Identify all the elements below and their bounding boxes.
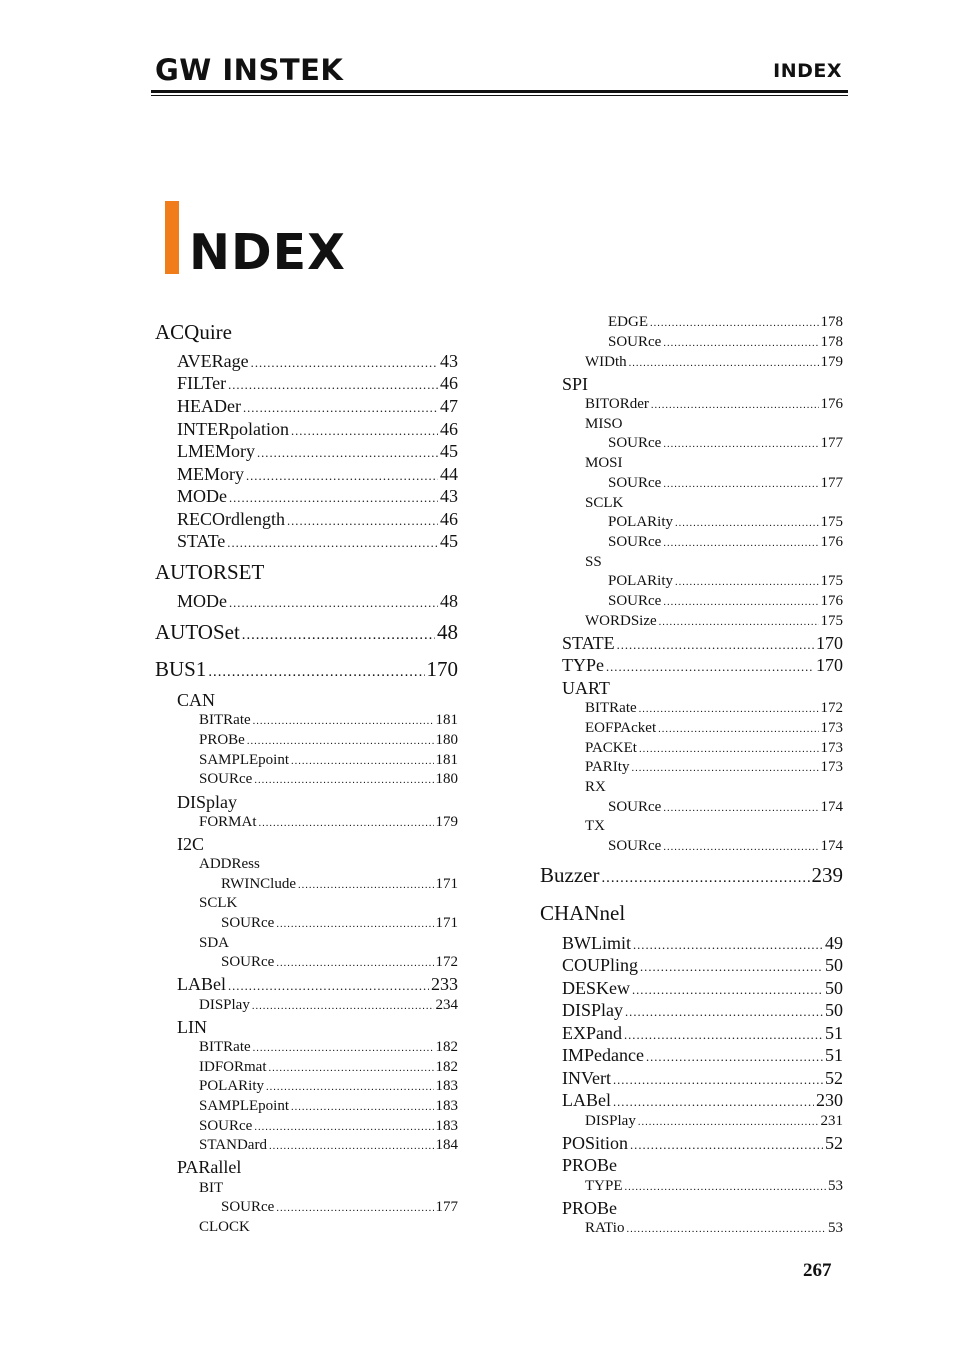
dot-leader [606,656,814,678]
index-entry-probe [199,731,458,751]
index-entry-source [221,914,458,934]
entry-page-number: 170 [816,633,843,653]
entry-page-number: 46 [440,509,458,529]
index-heading-probe: PROBe [562,1198,618,1218]
entry-page-number: 176 [820,396,843,412]
entry-page-number: 43 [440,486,458,506]
dot-leader [253,712,434,731]
index-entry-samplepoint [199,751,458,771]
index-entry-deskew [562,977,843,1001]
entry-page-number: 172 [820,700,843,716]
index-heading-channel: CHANnel [540,901,626,925]
index-heading-probe: PROBe [562,1155,618,1175]
index-entry-source [221,1198,458,1218]
entry-page-number: 48 [440,591,458,611]
index-heading-sclk: SCLK [199,895,238,911]
entry-term: BITORder [585,396,649,412]
dot-leader [291,752,433,771]
index-entry-wordsize [585,612,843,632]
index-entry-source [608,434,843,454]
entry-page-number: 52 [825,1068,843,1088]
dot-leader [663,838,818,857]
dot-leader [630,1134,823,1156]
index-heading-spi: SPI [562,374,589,394]
entry-page-number: 179 [435,814,458,830]
dot-leader [287,510,438,532]
entry-page-number: 51 [825,1045,843,1065]
index-entry-source [221,953,458,973]
index-entry-autoset [155,620,458,648]
index-entry-state [562,632,843,656]
gw-instek-logo: GW INSTEK [155,53,344,87]
entry-page-number: 179 [820,354,843,370]
entry-term: WORDSize [585,613,657,629]
entry-term: MODe [177,486,227,506]
index-entry-source [199,1117,458,1137]
entry-term: EOFPAcket [585,720,657,736]
entry-page-number: 174 [820,838,843,854]
entry-term: DISPlay [562,1000,624,1020]
entry-page-number: 52 [825,1133,843,1153]
dot-leader [246,465,438,487]
index-entry-invert [562,1067,843,1091]
entry-term: RECOrdlength [177,509,285,529]
index-heading-clock: CLOCK [199,1219,250,1235]
entry-term: IMPedance [562,1045,644,1065]
entry-page-number: 183 [435,1118,458,1134]
entry-page-number: 177 [435,1199,458,1215]
entry-page-number: 44 [440,464,458,484]
index-entry-mode [177,590,458,614]
index-heading-tx: TX [585,818,605,834]
entry-page-number: 46 [440,373,458,393]
index-entry-bus1 [155,657,458,685]
entry-page-number: 51 [825,1023,843,1043]
entry-term: POSition [562,1133,629,1153]
dot-leader [633,934,823,956]
index-heading-sda: SDA [199,935,230,951]
entry-page-number: 174 [820,799,843,815]
entry-page-number: 50 [825,978,843,998]
dot-leader [228,975,429,997]
entry-term: SOURce [608,838,662,854]
entry-page-number: 53 [828,1220,843,1236]
index-entry-source [608,592,843,612]
dot-leader [613,1069,823,1091]
entry-page-number: 183 [435,1098,458,1114]
index-entry-standard [199,1136,458,1156]
entry-term: PACKEt [585,740,637,756]
index-entry-source [608,474,843,494]
entry-page-number: 173 [820,759,843,775]
dot-leader [298,876,434,895]
entry-term: SOURce [608,593,662,609]
index-heading-parallel: PARallel [177,1157,242,1177]
index-heading-miso: MISO [585,416,623,432]
dot-leader [640,956,823,978]
entry-term: BITRate [199,1039,251,1055]
entry-term: SOURce [608,475,662,491]
entry-page-number: 47 [440,396,458,416]
index-entry-bitorder [585,395,843,415]
entry-page-number: 233 [431,974,458,994]
entry-term: SOURce [221,915,275,931]
entry-page-number: 234 [435,997,458,1013]
index-entry-display [585,1112,843,1132]
entry-page-number: 239 [811,863,843,887]
index-entry-source [608,333,843,353]
title-accent-bar [165,201,179,274]
index-entry-type [585,1177,843,1197]
dot-leader [639,700,819,719]
entry-term: BITRate [585,700,637,716]
index-entry-impedance [562,1044,843,1068]
entry-term: DESKew [562,978,630,998]
page-number: 267 [803,1260,832,1281]
dot-leader [663,435,818,454]
index-entry-rwinclude [221,875,458,895]
entry-page-number: 50 [825,1000,843,1020]
index-heading-lin: LIN [177,1017,207,1037]
dot-leader [646,1046,823,1068]
index-heading-mosi: MOSI [585,455,623,471]
header-rule-thin [151,95,848,96]
dot-leader [291,420,438,442]
dot-leader [601,866,809,891]
entry-page-number: 175 [820,514,843,530]
index-entry-bitrate [199,1038,458,1058]
index-entry-samplepoint [199,1097,458,1117]
dot-leader [613,1091,814,1113]
dot-leader [626,1220,826,1239]
index-entry-packet [585,739,843,759]
entry-page-number: 53 [828,1178,843,1194]
index-entry-idformat [199,1058,458,1078]
dot-leader [243,397,438,419]
index-entry-parity [585,758,843,778]
dot-leader [639,740,819,759]
dot-leader [651,396,819,415]
entry-page-number: 48 [437,620,458,644]
entry-page-number: 171 [435,915,458,931]
entry-term: PARIty [585,759,630,775]
entry-term: WIDth [585,354,627,370]
dot-leader [658,720,818,739]
index-entry-interpolation [177,418,458,442]
entry-term: PROBe [199,732,245,748]
entry-page-number: 45 [440,531,458,551]
index-heading-address: ADDRess [199,856,260,872]
index-entry-lmemory [177,440,458,464]
dot-leader [625,1001,823,1023]
entry-page-number: 173 [820,740,843,756]
dot-leader [625,1178,827,1197]
index-entry-mode [177,485,458,509]
entry-page-number: 181 [435,752,458,768]
index-entry-edge [608,313,843,333]
dot-leader [650,314,819,333]
entry-term: SOURce [608,334,662,350]
entry-term: SAMPLEpoint [199,1098,290,1114]
index-heading-can: CAN [177,690,216,710]
header-rule-thick [151,90,848,93]
entry-term: LABel [562,1090,611,1110]
index-entry-header [177,395,458,419]
index-heading-display: DISplay [177,792,237,812]
entry-term: POLARity [608,573,674,589]
dot-leader [247,732,434,751]
index-entry-source [608,837,843,857]
entry-term: FILTer [177,373,227,393]
entry-term: INTERpolation [177,419,289,439]
dot-leader [631,759,818,778]
entry-term: SOURce [221,954,275,970]
entry-page-number: 177 [820,475,843,491]
dot-leader [276,954,433,973]
index-entry-label [177,973,458,997]
index-entry-format [199,813,458,833]
header-title: INDEX [773,60,842,82]
index-entry-polarity [199,1077,458,1097]
entry-page-number: 45 [440,441,458,461]
index-entry-display [199,996,458,1016]
entry-term: SOURce [608,435,662,451]
entry-page-number: 182 [435,1059,458,1075]
entry-term: LMEMory [177,441,255,461]
page-title: NDEX [189,224,346,281]
index-entry-bitrate [585,699,843,719]
index-entry-memory [177,463,458,487]
entry-page-number: 180 [435,771,458,787]
index-entry-state [177,530,458,554]
dot-leader [242,623,435,648]
index-entry-type [562,654,843,678]
dot-leader [229,487,438,509]
entry-page-number: 175 [820,613,843,629]
index-entry-coupling [562,954,843,978]
index-entry-recordlength [177,508,458,532]
entry-page-number: 172 [435,954,458,970]
entry-page-number: 43 [440,351,458,371]
index-entry-source [608,533,843,553]
index-entry-position [562,1132,843,1156]
entry-term: BITRate [199,712,251,728]
index-entry-filter [177,372,458,396]
entry-term: MEMory [177,464,244,484]
entry-page-number: 176 [820,593,843,609]
entry-page-number: 183 [435,1078,458,1094]
entry-term: POLARity [199,1078,265,1094]
entry-term: INVert [562,1068,611,1088]
dot-leader [638,1113,819,1132]
dot-leader [229,592,438,614]
dot-leader [269,1137,434,1156]
index-heading-rx: RX [585,779,606,795]
dot-leader [269,1059,434,1078]
entry-page-number: 175 [820,573,843,589]
dot-leader [663,593,818,612]
index-heading-sclk: SCLK [585,495,624,511]
entry-page-number: 178 [820,334,843,350]
dot-leader [675,514,818,533]
index-entry-source [199,770,458,790]
dot-leader [208,660,424,685]
index-heading-ss: SS [585,554,602,570]
entry-term: EXPand [562,1023,622,1043]
entry-term: STATE [562,633,615,653]
dot-leader [251,352,438,374]
dot-leader [624,1024,823,1046]
entry-term: AUTOSet [155,620,240,644]
dot-leader [663,475,818,494]
dot-leader [254,771,433,790]
dot-leader [617,634,814,656]
index-entry-expand [562,1022,843,1046]
entry-term: RWINClude [221,876,296,892]
dot-leader [227,532,438,554]
dot-leader [632,979,823,1001]
index-heading-uart: UART [562,678,610,698]
dot-leader [254,1118,433,1137]
dot-leader [663,334,818,353]
entry-page-number: 230 [816,1090,843,1110]
index-entry-polarity [608,513,843,533]
entry-term: SOURce [608,799,662,815]
entry-term: BUS1 [155,657,207,681]
entry-page-number: 46 [440,419,458,439]
index-entry-width [585,353,843,373]
dot-leader [253,1039,434,1058]
entry-page-number: 231 [820,1113,843,1129]
entry-term: LABel [177,974,226,994]
index-heading-acquire: ACQuire [155,320,232,344]
entry-term: HEADer [177,396,241,416]
index-heading-i2c: I2C [177,834,204,854]
entry-term: SAMPLEpoint [199,752,290,768]
index-entry-average [177,350,458,374]
entry-term: IDFORmat [199,1059,267,1075]
entry-term: SOURce [221,1199,275,1215]
index-entry-buzzer [540,863,843,891]
entry-page-number: 181 [435,712,458,728]
entry-page-number: 180 [435,732,458,748]
index-entry-display [562,999,843,1023]
dot-leader [276,1199,433,1218]
dot-leader [629,354,819,373]
entry-term: DISPlay [585,1113,636,1129]
index-entry-polarity [608,572,843,592]
entry-term: STANDard [199,1137,267,1153]
entry-term: SOURce [199,771,253,787]
index-entry-bwlimit [562,932,843,956]
entry-page-number: 49 [825,933,843,953]
index-entry-source [608,798,843,818]
entry-term: SOURce [608,534,662,550]
entry-page-number: 177 [820,435,843,451]
entry-term: TYPE [585,1178,623,1194]
entry-page-number: 184 [435,1137,458,1153]
entry-term: STATe [177,531,226,551]
entry-term: MODe [177,591,227,611]
dot-leader [291,1098,433,1117]
index-heading-bit: BIT [199,1180,224,1196]
dot-leader [259,814,434,833]
dot-leader [663,799,818,818]
index-entry-ratio [585,1219,843,1239]
entry-page-number: 173 [820,720,843,736]
entry-term: FORMAt [199,814,257,830]
dot-leader [266,1078,433,1097]
entry-page-number: 170 [426,657,458,681]
dot-leader [257,442,438,464]
index-entry-eofpacket [585,719,843,739]
index-entry-label [562,1089,843,1113]
dot-leader [228,374,438,396]
entry-term: Buzzer [540,863,600,887]
index-heading-autorset: AUTORSET [155,560,265,584]
entry-page-number: 171 [435,876,458,892]
dot-leader [675,573,818,592]
index-entry-bitrate [199,711,458,731]
entry-term: SOURce [199,1118,253,1134]
entry-page-number: 178 [820,314,843,330]
entry-term: RATio [585,1220,625,1236]
dot-leader [659,613,819,632]
entry-page-number: 50 [825,955,843,975]
entry-page-number: 182 [435,1039,458,1055]
entry-term: AVERage [177,351,249,371]
entry-page-number: 170 [816,655,843,675]
dot-leader [276,915,433,934]
entry-term: TYPe [562,655,604,675]
entry-page-number: 176 [820,534,843,550]
entry-term: EDGE [608,314,648,330]
entry-term: DISPlay [199,997,250,1013]
dot-leader [252,997,434,1016]
entry-term: COUPling [562,955,639,975]
entry-term: BWLimit [562,933,631,953]
entry-term: POLARity [608,514,674,530]
dot-leader [663,534,818,553]
